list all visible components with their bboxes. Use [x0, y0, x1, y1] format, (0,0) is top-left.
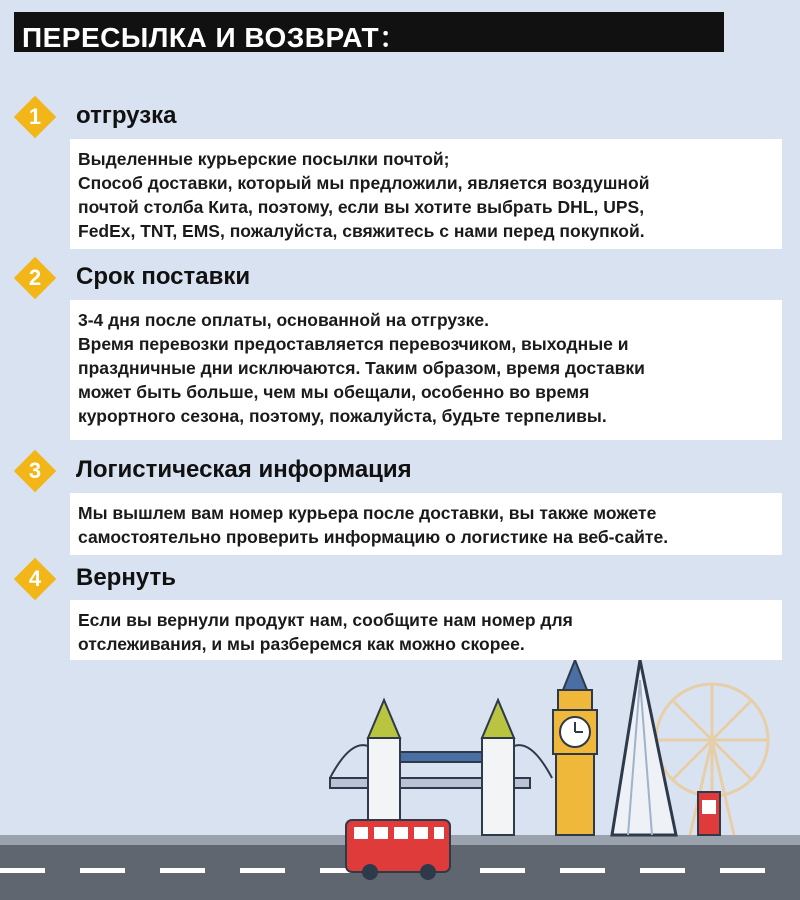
page-title: ПЕРЕСЫЛКА И ВОЗВРАТ：	[22, 22, 408, 53]
card-line: FedEx, TNT, EMS, пожалуйста, свяжитесь с нами перед покупкой.	[78, 221, 645, 241]
section-card-return	[70, 600, 782, 660]
card-line: курортного сезона, поэтому, пожалуйста, будьте терпеливы.	[78, 406, 607, 426]
section-number: 3	[28, 458, 42, 483]
page-title-bar	[14, 12, 724, 52]
section-number: 1	[28, 104, 42, 129]
card-line: самостоятельно проверить информацию о логистике на веб-сайте.	[78, 527, 669, 547]
section-card-delivery-time	[70, 300, 782, 440]
section-card-logistics	[70, 493, 782, 555]
shard-tower-icon	[612, 660, 676, 835]
section-title: Логистическая информация	[76, 456, 412, 483]
card-line: Способ доставки, который мы предложили, является воздушной	[78, 173, 650, 193]
card-line: почтой столба Кита, поэтому, если вы хотите выбрать DHL, UPS,	[78, 197, 645, 217]
card-line: 3-4 дня после оплаты, основанной на отгрузке.	[78, 310, 489, 330]
card-line: праздничные дни исключаются. Таким образом, время доставки	[78, 358, 645, 378]
card-line: отслеживания, и мы разберемся как можно скорее.	[78, 634, 525, 654]
card-line: Мы вышлем вам номер курьера после доставки, вы также можете	[78, 503, 657, 523]
big-ben-icon	[553, 660, 597, 835]
section-number: 4	[28, 566, 42, 591]
section-title: отгрузка	[76, 102, 177, 129]
section-title: Срок поставки	[76, 263, 251, 290]
phone-box-icon	[698, 792, 720, 835]
card-line: может быть больше, чем мы обещали, особенно во время	[78, 382, 590, 402]
london-skyline-illustration	[0, 660, 800, 900]
card-line: Если вы вернули продукт нам, сообщите нам номер для	[78, 610, 573, 630]
section-title: Вернуть	[76, 564, 176, 591]
section-card-shipping	[70, 139, 782, 249]
red-bus-icon	[346, 820, 450, 880]
card-line: Выделенные курьерские посылки почтой;	[78, 149, 450, 169]
card-line: Время перевозки предоставляется перевозчиком, выходные и	[78, 334, 629, 354]
section-number: 2	[28, 265, 42, 290]
tower-bridge-icon	[330, 700, 552, 835]
